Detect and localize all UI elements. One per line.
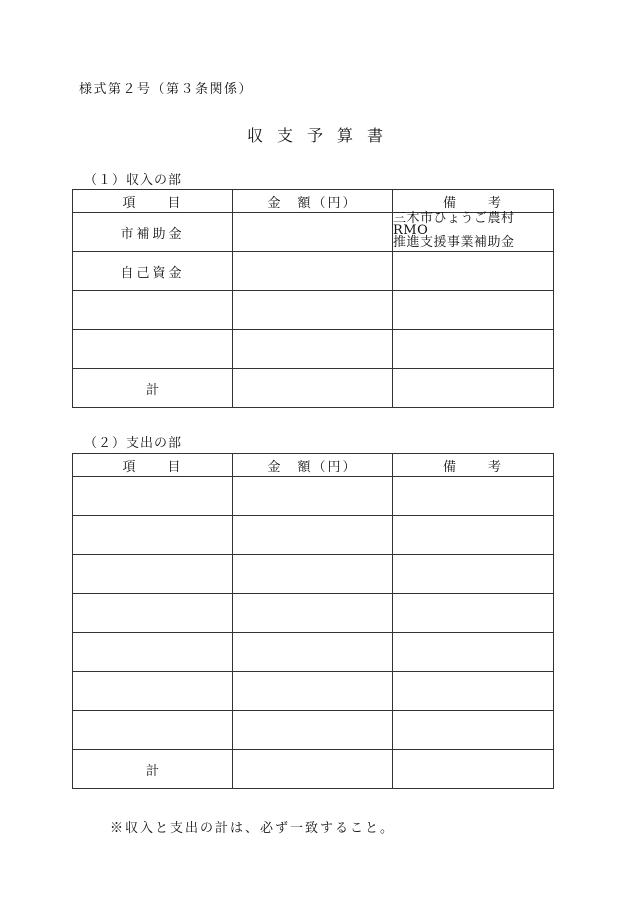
income-total-row <box>73 369 554 408</box>
income-note-cell[interactable] <box>393 330 554 369</box>
expense-item-cell[interactable] <box>73 594 233 633</box>
expense-item-cell[interactable] <box>73 555 233 594</box>
header-note: 備 考 <box>393 454 554 477</box>
expense-row <box>73 477 554 516</box>
expense-amount-cell[interactable] <box>233 555 393 594</box>
expense-note-cell[interactable] <box>393 516 554 555</box>
expense-header-row <box>73 454 554 477</box>
expense-row <box>73 555 554 594</box>
expense-note-cell[interactable] <box>393 672 554 711</box>
income-total-note-cell[interactable] <box>393 369 554 408</box>
header-amount: 金 額（円） <box>233 190 393 213</box>
expense-amount-cell[interactable] <box>233 477 393 516</box>
header-item: 項 目 <box>73 190 233 213</box>
expense-row <box>73 516 554 555</box>
expense-amount-cell[interactable] <box>233 672 393 711</box>
income-item-cell[interactable]: 自己資金 <box>73 252 233 291</box>
income-row <box>73 291 554 330</box>
expense-total-note-cell[interactable] <box>393 750 554 789</box>
expense-amount-cell[interactable] <box>233 633 393 672</box>
income-total-amount-cell[interactable] <box>233 369 393 408</box>
expense-row <box>73 711 554 750</box>
income-amount-cell[interactable] <box>233 291 393 330</box>
expense-note-cell[interactable] <box>393 477 554 516</box>
expense-item-cell[interactable] <box>73 633 233 672</box>
expense-item-cell[interactable] <box>73 516 233 555</box>
income-amount-cell[interactable] <box>233 330 393 369</box>
expense-note-cell[interactable] <box>393 555 554 594</box>
income-row <box>73 213 554 252</box>
expense-item-cell[interactable] <box>73 711 233 750</box>
income-item-cell[interactable] <box>73 291 233 330</box>
expense-note-cell[interactable] <box>393 633 554 672</box>
expense-total-amount-cell[interactable] <box>233 750 393 789</box>
expense-row <box>73 594 554 633</box>
income-note-cell[interactable] <box>393 252 554 291</box>
income-total-label: 計 <box>73 369 233 408</box>
form-number: 様式第２号（第３条関係） <box>79 82 254 97</box>
note-line: 三木市ひょうご農村 RMO <box>393 211 515 238</box>
expense-amount-cell[interactable] <box>233 594 393 633</box>
expense-amount-cell[interactable] <box>233 711 393 750</box>
header-item: 項 目 <box>73 454 233 477</box>
footnote: ※収入と支出の計は、必ず一致すること。 <box>110 821 396 836</box>
header-note: 備 考 <box>393 190 554 213</box>
income-header-row <box>73 190 554 213</box>
expense-total-label: 計 <box>73 750 233 789</box>
expense-row <box>73 672 554 711</box>
income-row <box>73 330 554 369</box>
income-item-cell[interactable] <box>73 330 233 369</box>
expense-note-cell[interactable] <box>393 711 554 750</box>
expense-total-row <box>73 750 554 789</box>
note-line: 推進支援事業補助金 <box>393 235 515 250</box>
income-note-cell[interactable] <box>393 213 554 252</box>
income-amount-cell[interactable] <box>233 252 393 291</box>
income-section-heading: （１）収入の部 <box>84 173 183 188</box>
expense-table <box>72 453 554 789</box>
income-table <box>72 189 554 408</box>
document-title: 収支予算書 <box>246 126 397 145</box>
income-row <box>73 252 554 291</box>
expense-amount-cell[interactable] <box>233 516 393 555</box>
income-amount-cell[interactable] <box>233 213 393 252</box>
expense-note-cell[interactable] <box>393 594 554 633</box>
expense-item-cell[interactable] <box>73 477 233 516</box>
expense-section-heading: （２）支出の部 <box>84 436 183 451</box>
expense-item-cell[interactable] <box>73 672 233 711</box>
expense-row <box>73 633 554 672</box>
income-item-cell[interactable]: 市補助金 <box>73 213 233 252</box>
header-amount: 金 額（円） <box>233 454 393 477</box>
income-note-cell[interactable] <box>393 291 554 330</box>
